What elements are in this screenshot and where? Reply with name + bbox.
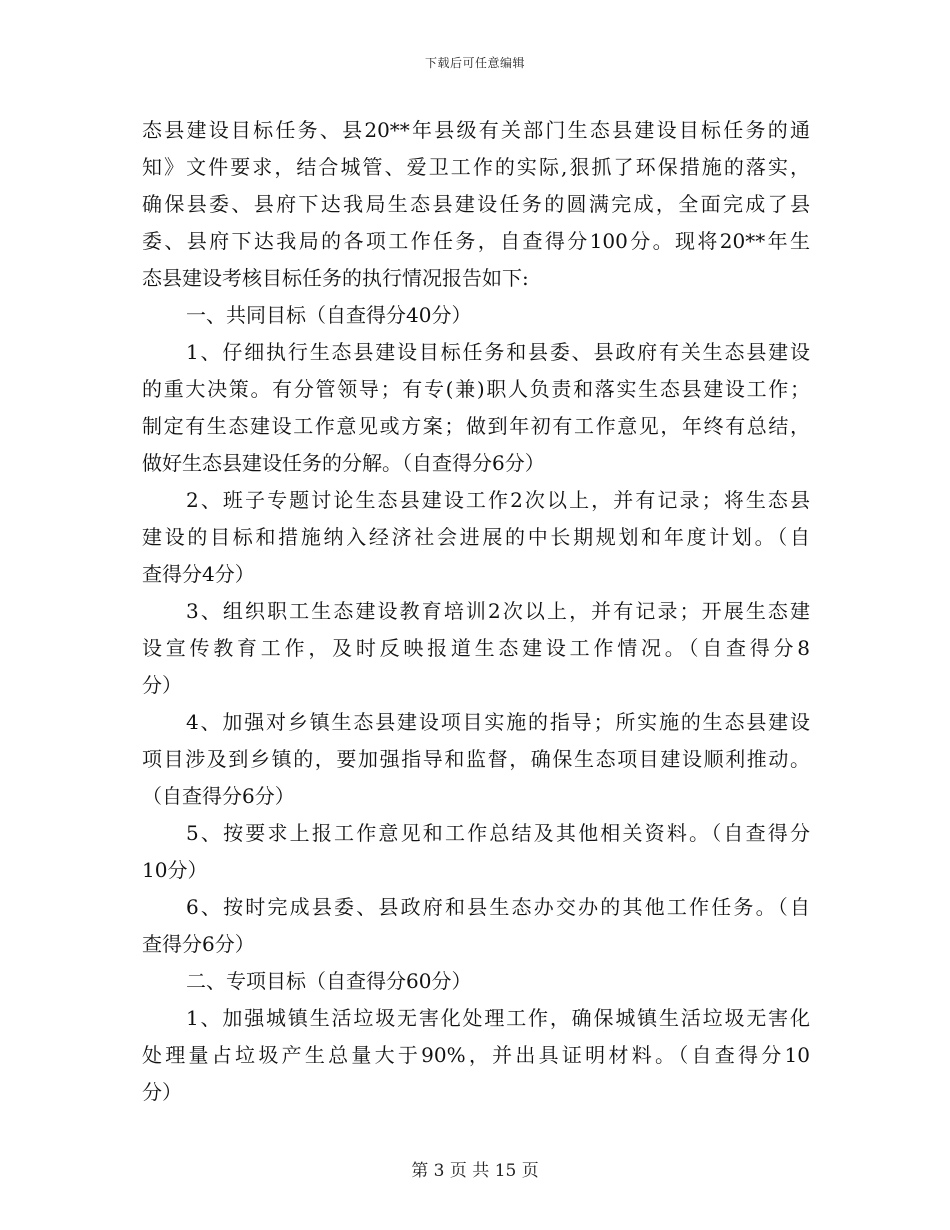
text-line: 确保县委、县府下达我局生态县建设任务的圆满完成，全面完成了县 [142, 192, 810, 216]
text-line: （自查得分6分） [142, 784, 295, 808]
text-line: 3、组织职工生态建设教育培训2次以上，并有记录；开展生态建 [186, 599, 810, 623]
text-line: 5、按要求上报工作意见和工作总结及其他相关资料。（自查得分 [186, 821, 810, 845]
text-line: 设宣传教育工作，及时反映报道生态建设工作情况。（自查得分8 [142, 636, 810, 660]
text-line: 分） [142, 1080, 182, 1104]
page-footer: 第 3 页 共 15 页 [411, 1161, 539, 1181]
text-line: 1、仔细执行生态县建设目标任务和县委、县政府有关生态县建设 [186, 340, 810, 364]
text-line: 制定有生态建设工作意见或方案；做到年初有工作意见，年终有总结， [142, 414, 810, 438]
text-line: 分） [142, 673, 182, 697]
text-line: 10分） [142, 858, 208, 882]
text-line: 一、共同目标（自查得分40分） [186, 303, 472, 327]
text-line: 做好生态县建设任务的分解。（自查得分6分） [142, 451, 545, 475]
text-line: 1、加强城镇生活垃圾无害化处理工作，确保城镇生活垃圾无害化 [186, 1006, 810, 1030]
text-line: 态县建设考核目标任务的执行情况报告如下: [142, 266, 529, 290]
text-line: 二、专项目标（自查得分60分） [186, 969, 472, 993]
text-line: 4、加强对乡镇生态县建设项目实施的指导；所实施的生态县建设 [186, 710, 810, 734]
text-line: 委、县府下达我局的各项工作任务，自查得分100分。现将20**年生 [142, 229, 810, 253]
page-header-note: 下载后可任意编辑 [424, 56, 525, 70]
text-line: 态县建设目标任务、县20**年县级有关部门生态县建设目标任务的通 [142, 118, 810, 142]
text-line: 6、按时完成县委、县政府和县生态办交办的其他工作任务。（自 [186, 895, 810, 919]
text-line: 建设的目标和措施纳入经济社会进展的中长期规划和年度计划。（自 [142, 525, 810, 549]
text-line: 的重大决策。有分管领导；有专(兼)职人负责和落实生态县建设工作； [142, 377, 810, 401]
text-line: 知》文件要求，结合城管、爱卫工作的实际,狠抓了环保措施的落实， [142, 155, 810, 179]
text-line: 处理量占垃圾产生总量大于90%，并出具证明材料。（自查得分10 [142, 1043, 810, 1067]
text-line: 项目涉及到乡镇的，要加强指导和监督，确保生态项目建设顺利推动。 [142, 747, 810, 771]
text-line: 查得分6分） [142, 932, 255, 956]
text-line: 2、班子专题讨论生态县建设工作2次以上，并有记录；将生态县 [186, 488, 810, 512]
document-body [142, 112, 810, 1111]
text-line: 查得分4分） [142, 562, 255, 586]
